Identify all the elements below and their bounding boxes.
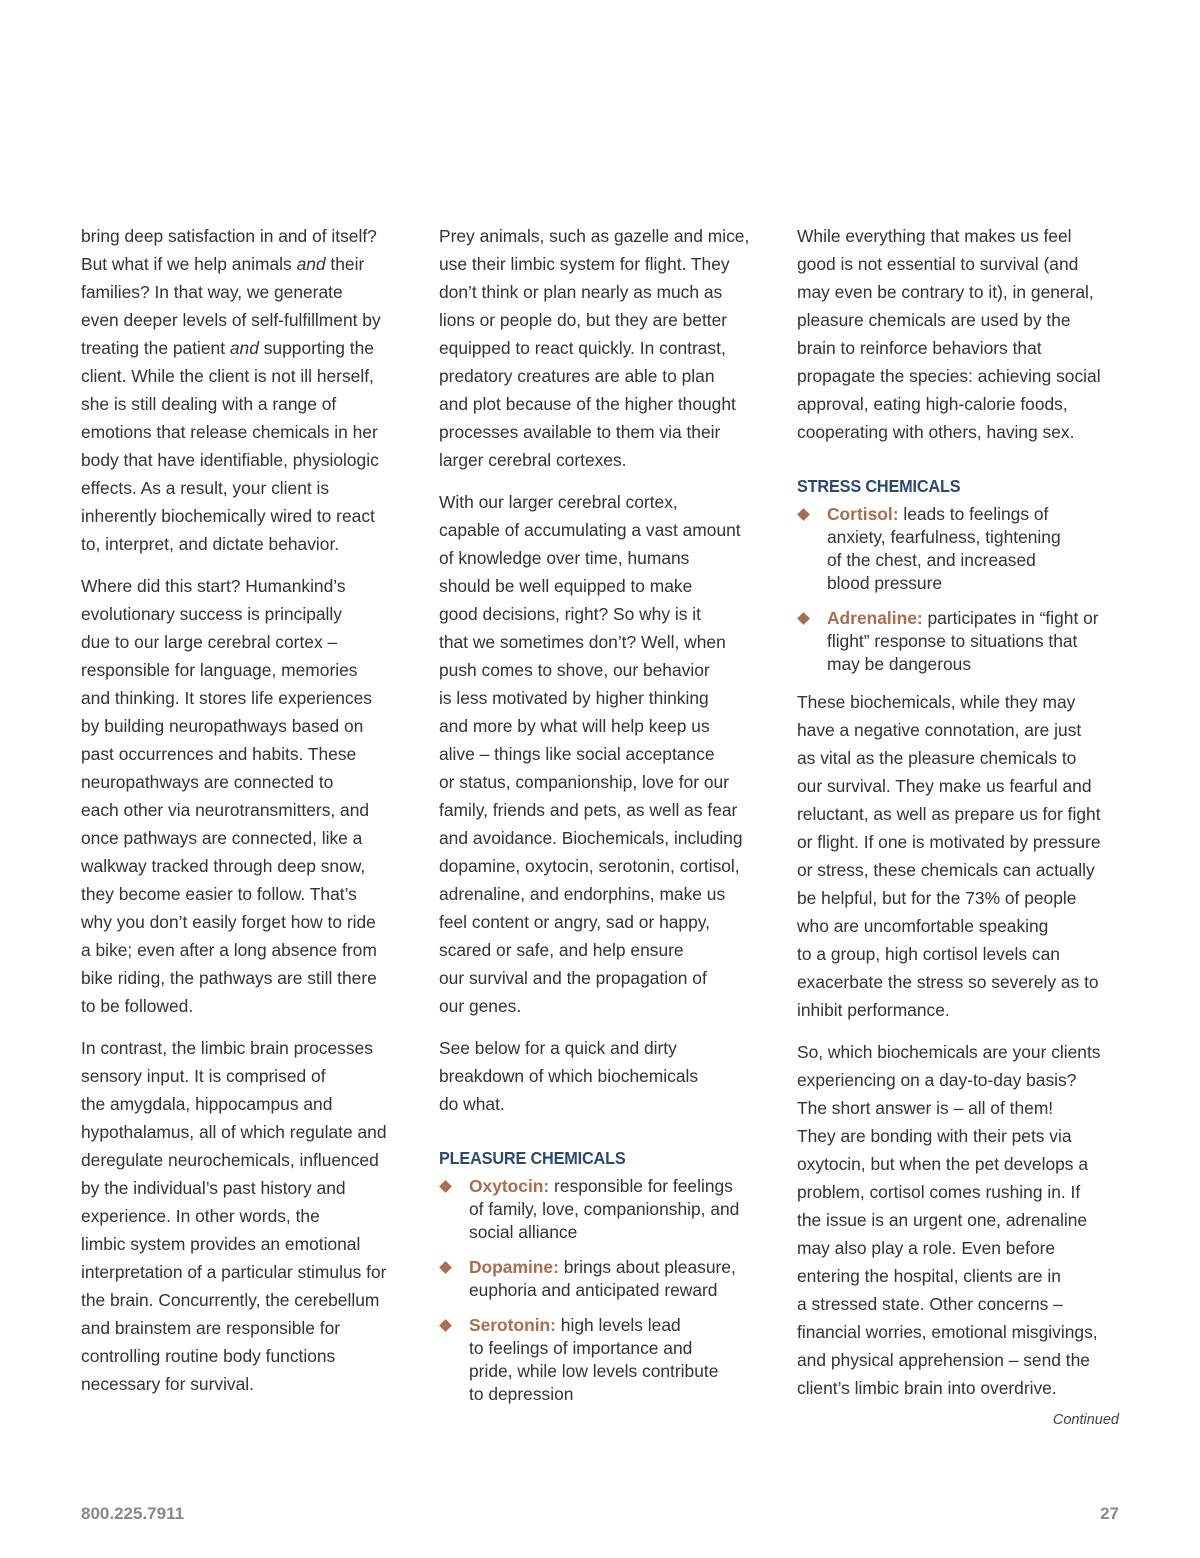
column-1	[81, 222, 407, 1412]
bullet-dopamine: Dopamine: brings about pleasure, euphoria and anticipated reward	[439, 1256, 765, 1302]
diamond-bullet-icon	[439, 1180, 452, 1193]
bullet-adrenaline: Adrenaline: participates in “fight or flight” response to situations that may be dangerous	[797, 607, 1123, 676]
diamond-bullet-icon	[797, 612, 810, 625]
bullet-serotonin: Serotonin: high levels lead to feelings of importance and pride, while low levels contribute to depression	[439, 1314, 765, 1406]
paragraph: With our larger cerebral cortex, capable of accumulating a vast amount of knowledge over time, humans should be well equipped to make good decisions, right? So why is it that we sometimes don’t? Well, when push comes to shove, our behavior is less motivated by higher thinking and more by what will help keep us alive – things like social acceptance or status, companionship, love for our family, friends and pets, as well as fear and avoidance. Biochemicals, including dopamine, oxytocin, serotonin, cortisol, adrenaline, and endorphins, make us feel content or angry, sad or happy, scared or safe, and help ensure our survival and the propagation of our genes.	[439, 492, 743, 1016]
paragraph: So, which biochemicals are your clients experiencing on a day-to-day basis? The short answer is – all of them! They are bonding with their pets via oxytocin, but when the pet develops a problem, cortisol comes rushing in. If the issue is an urgent one, adrenaline may also play a role. Even before entering the hospital, clients are in a stressed state. Other concerns – financial worries, emotional misgivings, and physical apprehension – send the client’s limbic brain into overdrive.	[797, 1042, 1101, 1398]
bullet-oxytocin: Oxytocin: responsible for feelings of family, love, companionship, and social alliance	[439, 1175, 765, 1244]
paragraph: In contrast, the limbic brain processes sensory input. It is comprised of the amygdala, hippocampus and hypothalamus, all of which regulate and deregulate neurochemicals, influenced by the individual’s past history and experience. In other words, the limbic system provides an emotional interpretation of a particular stimulus for the brain. Concurrently, the cerebellum and brainstem are responsible for controlling routine body functions necessary for survival.	[81, 1038, 387, 1394]
column-3	[797, 222, 1123, 1416]
paragraph: Where did this start? Humankind’s evolutionary success is principally due to our large cerebral cortex – responsible for language, memories and thinking. It stores life experiences by building neuropathways based on past occurrences and habits. These neuropathways are connected to each other via neurotransmitters, and once pathways are connected, like a walkway tracked through deep snow, they become easier to follow. That’s why you don’t easily forget how to ride a bike; even after a long absence from bike riding, the pathways are still there to be followed.	[81, 576, 377, 1016]
paragraph: While everything that makes us feel good is not essential to survival (and may even be contrary to it), in general, pleasure chemicals are used by the brain to reinforce behaviors that propagate the species: achieving social approval, eating high-calorie foods, cooperating with others, having sex.	[797, 226, 1101, 442]
page-number: 27	[1100, 1504, 1119, 1523]
stress-chemicals-heading: STRESS CHEMICALS	[797, 476, 961, 496]
diamond-bullet-icon	[439, 1261, 452, 1274]
continued-label: Continued	[1052, 1412, 1119, 1428]
paragraph: See below for a quick and dirty breakdown of which biochemicals do what.	[439, 1038, 699, 1114]
pleasure-chemicals-heading: PLEASURE CHEMICALS	[439, 1148, 626, 1168]
paragraph: These biochemicals, while they may have a negative connotation, are just as vital as the pleasure chemicals to our survival. They make us fearful and reluctant, as well as prepare us for fight or flight. If one is motivated by pressure or stress, these chemicals can actually be helpful, but for the 73% of people who are uncomfortable speaking to a group, high cortisol levels can exacerbate the stress so severely as to inhibit performance.	[797, 692, 1101, 1020]
paragraph: bring deep satisfaction in and of itself? But what if we help animals and their families? In that way, we generate even deeper levels of self-fulfillment by treating the patient and supporting the client. While the client is not ill herself, she is still dealing with a range of emotions that release chemicals in her body that have identifiable, physiologic effects. As a result, your client is inherently biochemically wired to react to, interpret, and dictate behavior.	[81, 226, 381, 554]
bullet-cortisol: Cortisol: leads to feelings of anxiety, fearfulness, tightening of the chest, and increased blood pressure	[797, 503, 1123, 595]
diamond-bullet-icon	[439, 1319, 452, 1332]
diamond-bullet-icon	[797, 508, 810, 521]
footer-phone: 800.225.7911	[81, 1504, 185, 1523]
paragraph: Prey animals, such as gazelle and mice, use their limbic system for flight. They don’t think or plan nearly as much as lions or people do, but they are better equipped to react quickly. In contrast, predatory creatures are able to plan and plot because of the higher thought processes available to them via their larger cerebral cortexes.	[439, 226, 750, 470]
column-2	[439, 222, 765, 1418]
